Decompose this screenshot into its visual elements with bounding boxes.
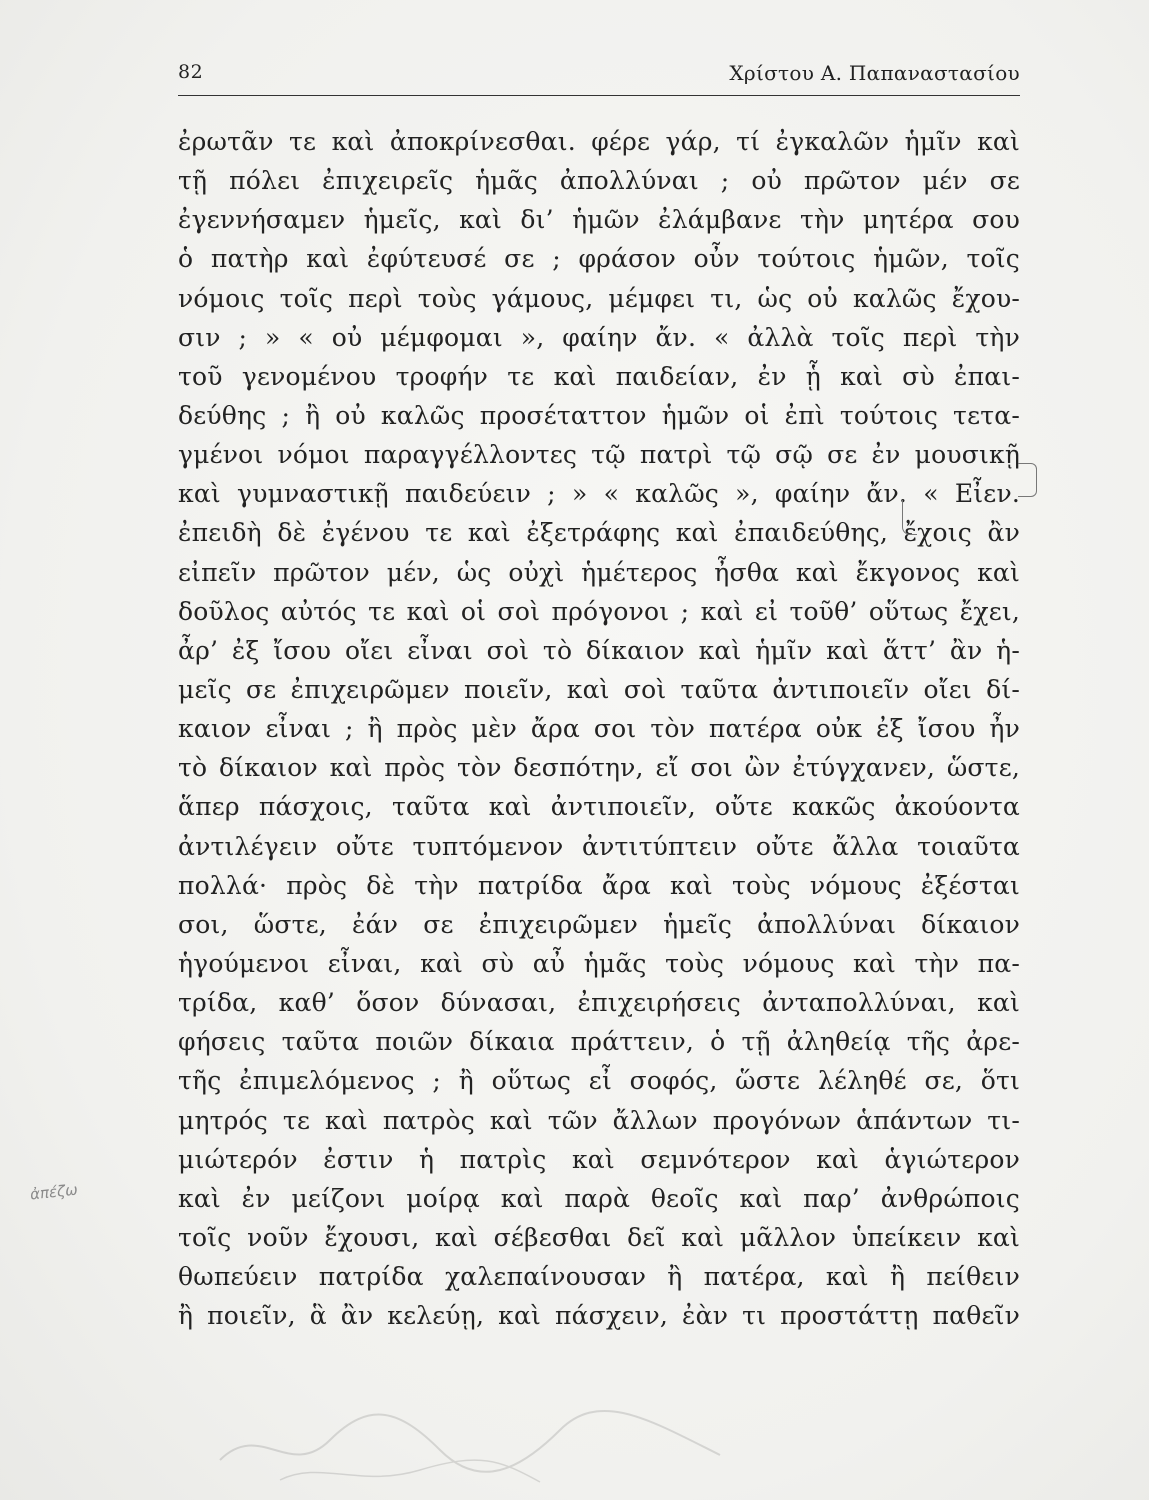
handwritten-margin-note: ἀπέζω xyxy=(29,1180,79,1204)
text-line: καιον εἶναι ; ἢ πρὸς μὲν ἄρα σοι τὸν πατέρα οὐκ ἐξ ἴσου ἦν xyxy=(178,714,1020,744)
text-line: τῆς ἐπιμελόμενος ; ἢ οὕτως εἶ σοφός, ὥστε λέληθέ σε, ὅτι xyxy=(178,1066,1020,1096)
text-line: ἢ ποιεῖν, ἃ ἂν κελεύῃ, καὶ πάσχειν, ἐὰν τι προστάττῃ παθεῖν xyxy=(178,1301,1020,1331)
text-line: ἅπερ πάσχοις, ταῦτα καὶ ἀντιποιεῖν, οὔτε κακῶς ἀκούοντα xyxy=(178,792,1020,822)
text-line: ἐρωτᾶν τε καὶ ἀποκρίνεσθαι. φέρε γάρ, τί ἐγκαλῶν ἡμῖν καὶ xyxy=(178,127,1020,156)
text-line: τῇ πόλει ἐπιχειρεῖς ἡμᾶς ἀπολλύναι ; οὐ πρῶτον μέν σε xyxy=(178,166,1020,196)
text-line: σοι, ὥστε, ἐάν σε ἐπιχειρῶμεν ἡμεῖς ἀπολλύναι δίκαιον xyxy=(178,909,1020,939)
text-line: μητρός τε καὶ πατρὸς καὶ τῶν ἄλλων προγόνων ἁπάντων τι- xyxy=(178,1105,1020,1135)
text-line: δεύθης ; ἢ οὐ καλῶς προσέταττον ἡμῶν οἱ ἐπὶ τούτοις τετα- xyxy=(178,400,1020,430)
text-line: ἀντιλέγειν οὔτε τυπτόμενον ἀντιτύπτειν οὔτε ἄλλα τοιαῦτα xyxy=(178,831,1020,861)
text-line: ὁ πατὴρ καὶ ἐφύτευσέ σε ; φράσον οὖν τούτοις ἡμῶν, τοῖς xyxy=(178,244,1020,274)
text-line: νόμοις τοῖς περὶ τοὺς γάμους, μέμφει τι, ὡς οὐ καλῶς ἔχου- xyxy=(178,283,1020,313)
text-line: τοῖς νοῦν ἔχουσι, καὶ σέβεσθαι δεῖ καὶ μᾶλλον ὑπείκειν καὶ xyxy=(178,1222,1020,1252)
text-line: ἐγεννήσαμεν ἡμεῖς, καὶ δι’ ἡμῶν ἐλάμβανε τὴν μητέρα σου xyxy=(178,205,1020,235)
text-line: τρίδα, καθ’ ὅσον δύνασαι, ἐπιχειρήσεις ἀνταπολλύναι, καὶ xyxy=(178,988,1020,1018)
text-line: φήσεις ταῦτα ποιῶν δίκαια πράττειν, ὁ τῇ ἀληθείᾳ τῆς ἀρε- xyxy=(178,1027,1020,1057)
text-line: τοῦ γενομένου τροφήν τε καὶ παιδείαν, ἐν ᾗ καὶ σὺ ἐπαι- xyxy=(178,361,1020,391)
text-line: θωπεύειν πατρίδα χαλεπαίνουσαν ἢ πατέρα, καὶ ἢ πείθειν xyxy=(178,1262,1020,1292)
show-through-scribble xyxy=(200,1400,760,1490)
text-line: τὸ δίκαιον καὶ πρὸς τὸν δεσπότην, εἴ σοι ὢν ἐτύγχανεν, ὥστε, xyxy=(178,753,1020,783)
running-head: Χρίστου Α. Παπαναστασίου xyxy=(729,61,1020,85)
text-line: ἡγούμενοι εἶναι, καὶ σὺ αὖ ἡμᾶς τοὺς νόμους καὶ τὴν πα- xyxy=(178,948,1020,978)
text-line: καὶ ἐν μείζονι μοίρᾳ καὶ παρὰ θεοῖς καὶ παρ’ ἀνθρώποις xyxy=(178,1183,1020,1213)
text-line: μιώτερόν ἐστιν ἡ πατρὶς καὶ σεμνότερον καὶ ἁγιώτερον xyxy=(178,1144,1020,1174)
pencil-bracket-mark xyxy=(902,500,917,535)
text-line: μεῖς σε ἐπιχειρῶμεν ποιεῖν, καὶ σοὶ ταῦτα ἀντιποιεῖν οἴει δί- xyxy=(178,674,1020,704)
text-line: σιν ; » « οὐ μέμφομαι », φαίην ἄν. « ἀλλὰ τοῖς περὶ τὴν xyxy=(178,322,1020,352)
page-number: 82 xyxy=(178,61,204,83)
text-line: ἆρ’ ἐξ ἴσου οἴει εἶναι σοὶ τὸ δίκαιον καὶ ἡμῖν καὶ ἅττ’ ἂν ἡ- xyxy=(178,635,1020,665)
text-line: πολλά· πρὸς δὲ τὴν πατρίδα ἄρα καὶ τοὺς νόμους ἐξέσται xyxy=(178,870,1020,900)
text-line: ἐπειδὴ δὲ ἐγένου τε καὶ ἐξετράφης καὶ ἐπαιδεύθης, ἔχοις ἂν xyxy=(178,518,1020,548)
text-line: δοῦλος αὐτός τε καὶ οἱ σοὶ πρόγονοι ; καὶ εἰ τοῦθ’ οὕτως ἔχει, xyxy=(178,596,1020,626)
body-text xyxy=(178,122,1020,1335)
pencil-bracket-mark xyxy=(1018,463,1037,497)
page-header xyxy=(178,55,1020,96)
text-line: εἰπεῖν πρῶτον μέν, ὡς οὐχὶ ἡμέτερος ἦσθα καὶ ἔκγονος καὶ xyxy=(178,557,1020,587)
text-line: γμένοι νόμοι παραγγέλλοντες τῷ πατρὶ τῷ σῷ σε ἐν μουσικῇ xyxy=(178,440,1020,470)
text-line: καὶ γυμναστικῇ παιδεύειν ; » « καλῶς », φαίην ἄν. « Εἶεν. xyxy=(178,479,1020,509)
